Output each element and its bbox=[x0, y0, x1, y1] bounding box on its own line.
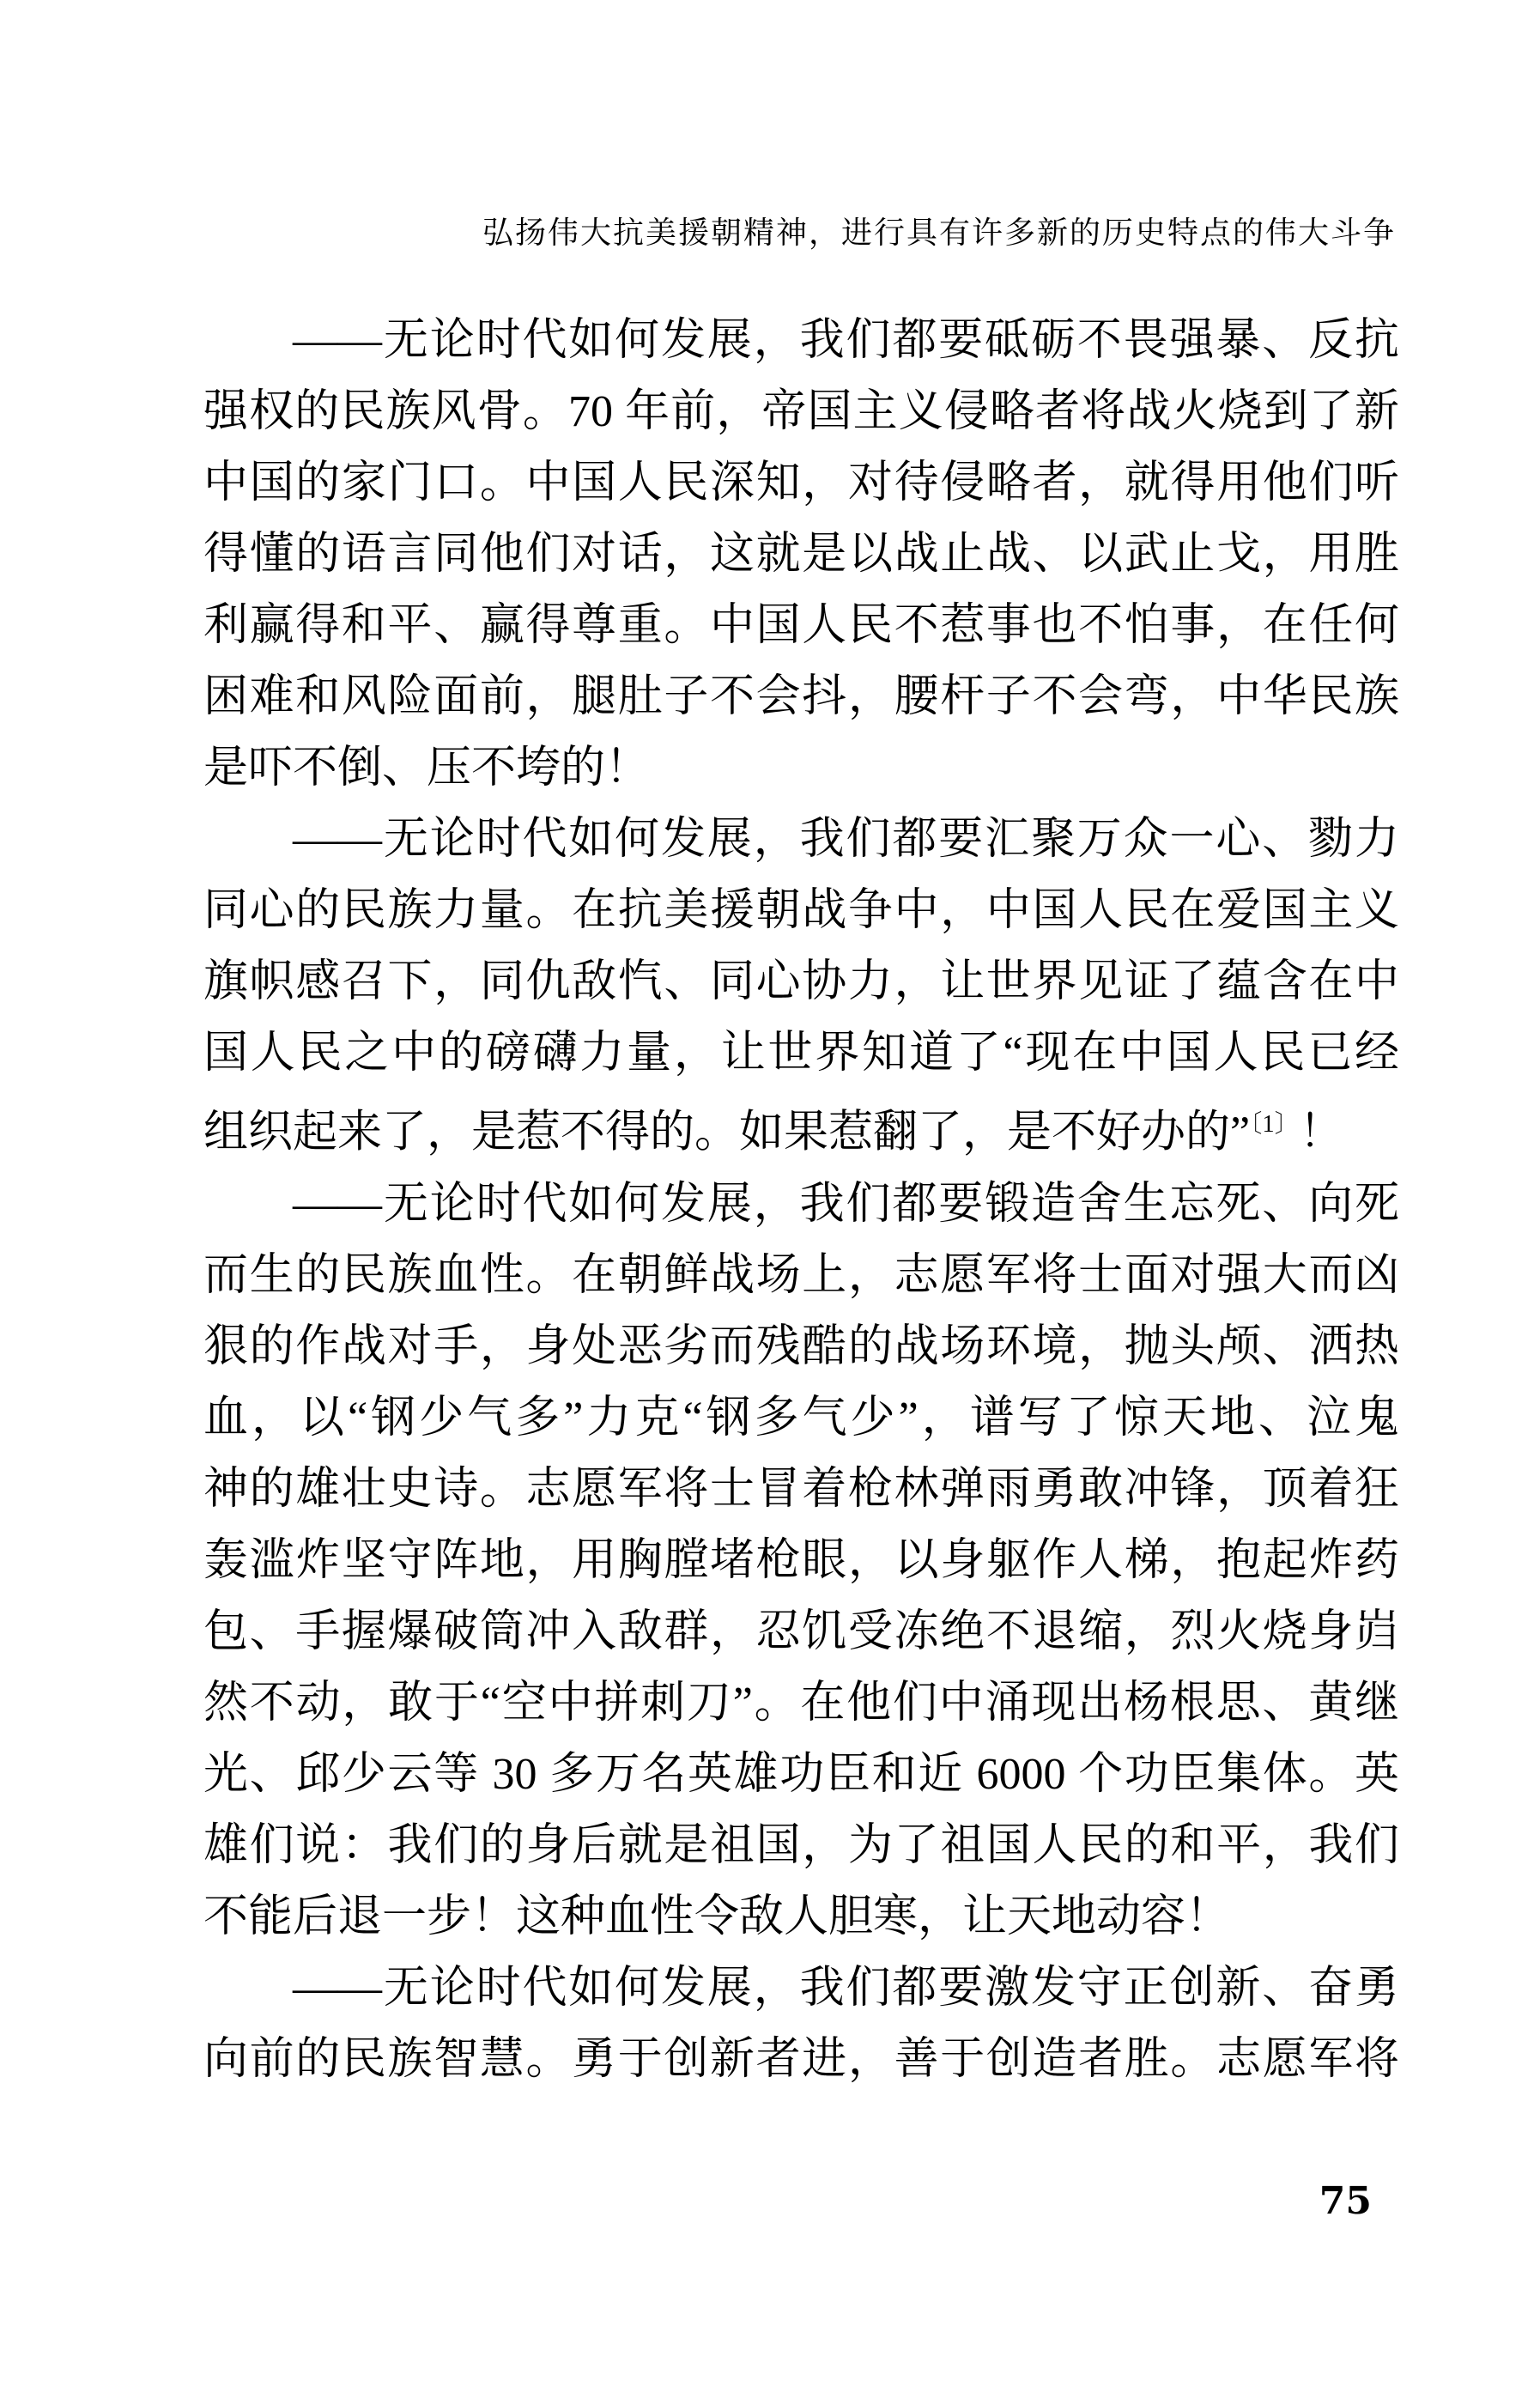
text-run: 强权的民族风骨。70 年前，帝国主义侵略者将战火烧到了新 bbox=[203, 387, 1399, 436]
paragraph bbox=[203, 305, 1399, 804]
text-run: 然不动，敢于“空中拼刺刀”。在他们中涌现出杨根思、黄继 bbox=[203, 1678, 1399, 1728]
running-head: 弘扬伟大抗美援朝精神，进行具有许多新的历史特点的伟大斗争 bbox=[482, 216, 1396, 250]
text-run: 向前的民族智慧。勇于创新者进，善于创造者胜。志愿军将 bbox=[203, 2034, 1399, 2084]
text-line bbox=[203, 1953, 1399, 2024]
text-run: ！ bbox=[1299, 1108, 1344, 1157]
text-line bbox=[203, 1169, 1399, 1240]
text-line bbox=[203, 1596, 1399, 1667]
text-run: 组织起来了，是惹不得的。如果惹翻了，是不好办的” bbox=[203, 1108, 1251, 1157]
text-line bbox=[203, 1017, 1399, 1089]
text-line bbox=[203, 305, 1399, 376]
text-run: 光、邱少云等 30 多万名英雄功臣和近 6000 个功臣集体。英 bbox=[203, 1749, 1399, 1799]
text-line bbox=[203, 1810, 1399, 1881]
text-line bbox=[203, 1881, 1399, 1953]
text-run: 血，以“钢少气多”力克“钢多气少”，谱写了惊天地、泣鬼 bbox=[203, 1393, 1399, 1443]
text-run: 狠的作战对手，身处恶劣而残酷的战场环境，抛头颅、洒热 bbox=[203, 1321, 1399, 1371]
text-line bbox=[203, 590, 1399, 661]
text-run: 得懂的语言同他们对话，这就是以战止战、以武止戈，用胜 bbox=[203, 530, 1399, 579]
text-line bbox=[203, 376, 1399, 447]
text-line bbox=[203, 875, 1399, 946]
text-line bbox=[203, 519, 1399, 590]
paragraph bbox=[203, 1169, 1399, 1953]
text-line bbox=[203, 1382, 1399, 1454]
text-run: 中国的家门口。中国人民深知，对待侵略者，就得用他们听 bbox=[203, 459, 1399, 507]
body-text bbox=[203, 305, 1399, 2095]
text-run: 是吓不倒、压不垮的！ bbox=[203, 744, 651, 793]
text-line bbox=[203, 1240, 1399, 1311]
text-run: 神的雄壮史诗。志愿军将士冒着枪林弹雨勇敢冲锋，顶着狂 bbox=[203, 1464, 1399, 1514]
page-number: 75 bbox=[1319, 2179, 1372, 2223]
text-line bbox=[203, 1739, 1399, 1810]
text-run: 困难和风险面前，腿肚子不会抖，腰杆子不会弯，中华民族 bbox=[203, 672, 1399, 721]
text-run: 同心的民族力量。在抗美援朝战争中，中国人民在爱国主义 bbox=[203, 886, 1399, 935]
text-run: 雄们说：我们的身后就是祖国，为了祖国人民的和平，我们 bbox=[203, 1820, 1399, 1870]
text-line bbox=[203, 1525, 1399, 1596]
paragraph bbox=[203, 1953, 1399, 2095]
paragraph bbox=[203, 804, 1399, 1169]
text-run: 而生的民族血性。在朝鲜战场上，志愿军将士面对强大而凶 bbox=[203, 1250, 1399, 1300]
text-line bbox=[203, 1454, 1399, 1525]
footnote-marker: 〔1〕 bbox=[1250, 1111, 1300, 1138]
text-run: ——无论时代如何发展，我们都要汇聚万众一心、勠力 bbox=[293, 815, 1399, 864]
text-run: 旗帜感召下，同仇敌忾、同心协力，让世界见证了蕴含在中 bbox=[203, 957, 1399, 1006]
text-line bbox=[203, 1089, 1399, 1169]
text-line bbox=[203, 661, 1399, 732]
text-line bbox=[203, 804, 1399, 875]
text-line bbox=[203, 946, 1399, 1017]
text-run: 利赢得和平、赢得尊重。中国人民不惹事也不怕事，在任何 bbox=[203, 601, 1399, 650]
text-run: 不能后退一步！这种血性令敌人胆寒，让天地动容！ bbox=[203, 1892, 1231, 1941]
text-run: ——无论时代如何发展，我们都要锻造舍生忘死、向死 bbox=[293, 1179, 1399, 1229]
text-line bbox=[203, 447, 1399, 519]
text-run: 轰滥炸坚守阵地，用胸膛堵枪眼，以身躯作人梯，抱起炸药 bbox=[203, 1535, 1399, 1585]
text-line bbox=[203, 2024, 1399, 2095]
text-run: 国人民之中的磅礴力量，让世界知道了“现在中国人民已经 bbox=[203, 1029, 1399, 1078]
text-run: 包、手握爆破筒冲入敌群，忍饥受冻绝不退缩，烈火烧身岿 bbox=[203, 1607, 1399, 1656]
text-line bbox=[203, 732, 1399, 804]
text-run: ——无论时代如何发展，我们都要砥砺不畏强暴、反抗 bbox=[293, 316, 1399, 365]
text-run: ——无论时代如何发展，我们都要激发守正创新、奋勇 bbox=[293, 1963, 1399, 2013]
text-line bbox=[203, 1311, 1399, 1382]
text-line bbox=[203, 1667, 1399, 1739]
